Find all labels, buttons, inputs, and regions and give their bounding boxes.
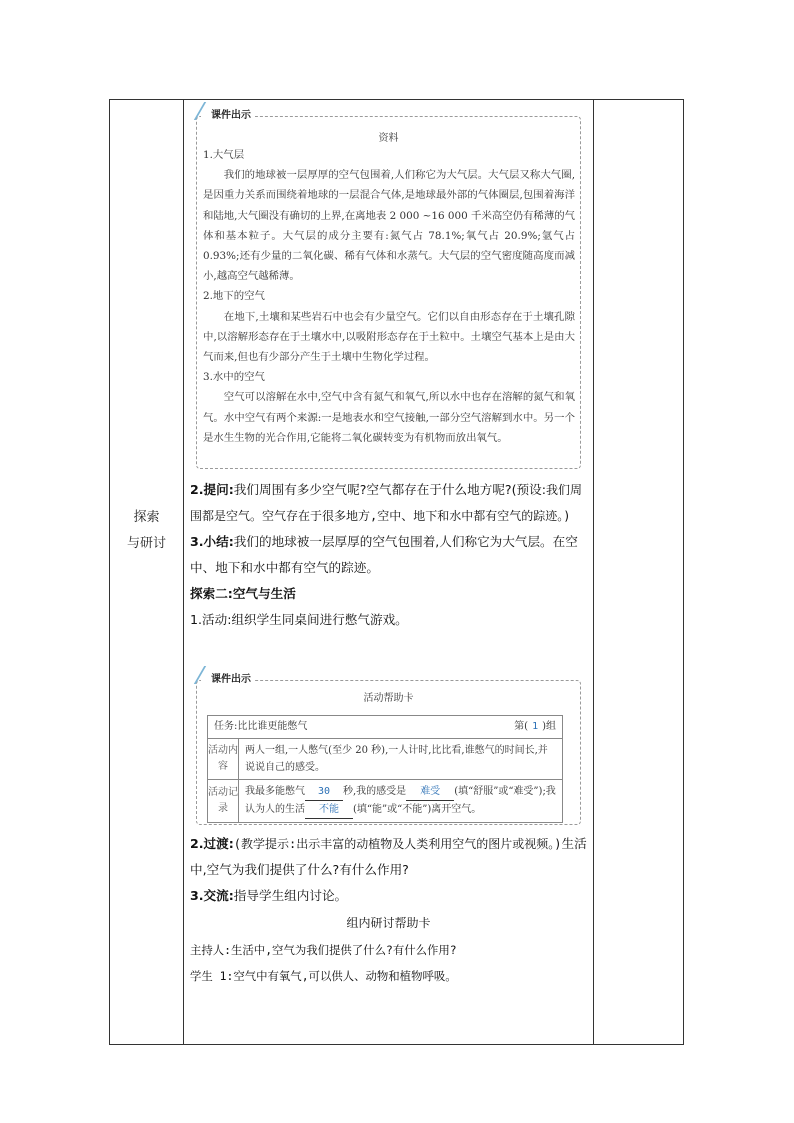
content-text: 两人一组,一人憋气(至少 20 秒),一人计时,比比看,谁憋气的时间长,并说说自己的感受。	[245, 745, 548, 773]
transition-step: 2.过渡:(教学提示:出示丰富的动植物及人类利用空气的图片或视频。)生活中,空气为我们提供了什么?有什么作用?	[190, 836, 587, 877]
activity-step: 1.活动:组织学生同桌间进行憋气游戏。	[190, 612, 408, 627]
section-heading: 1.大气层	[203, 149, 245, 161]
student-line: 学生 1:空气中有氧气,可以供人、动物和植物呼吸。	[190, 969, 457, 983]
resource-body	[203, 145, 575, 448]
record-text: 我最多能憋气 30 秒,我的感受是 难受 (填“舒服”或“难受”);我认为人的生活 不能 (填“能”或“不能”)离开空气。	[239, 780, 562, 822]
record-head: 活动记录	[208, 780, 239, 822]
help-card-title: 组内研讨帮助卡	[346, 916, 431, 930]
stage-label-line2: 与研讨	[126, 536, 166, 551]
activity-card-title: 活动帮助卡	[363, 693, 414, 704]
ask-step: 2.提问:我们周围有多少空气呢?空气都存在于什么地方呢?(预设:我们周围都是空气。空气存在于很多地方,空中、地下和水中都有空气的踪迹。)	[190, 482, 582, 523]
task-label: 任务:比比谁更能憋气	[214, 721, 308, 732]
column-divider	[593, 100, 594, 1044]
can-answer: 不能	[305, 801, 353, 819]
seconds-answer: 30	[305, 783, 343, 801]
feeling-answer: 难受	[406, 783, 454, 801]
steps-block-2	[190, 831, 590, 909]
task-row	[208, 716, 562, 738]
section-heading: 2.地下的空气	[203, 290, 265, 303]
resource-box-tag: 课件出示	[201, 108, 255, 124]
summary-step: 3.小结:我们的地球被一层厚厚的空气包围着,人们称它为大气层。在空中、地下和水中都有空气的踪迹。	[190, 534, 578, 575]
explore-two-heading: 探索二:空气与生活	[190, 586, 296, 601]
stage-label	[110, 505, 183, 557]
section-body: 在地下,土壤和某些岩石中也会有少量空气。它们以自由形态存在于土壤孔隙中,以溶解形态存在于土壤水中,以吸附形态存在于土粒中。土壤空气基本上是由大气而来,但也有少部分产生于土壤中生物化学过程。	[203, 310, 575, 364]
help-card-dialog	[190, 937, 457, 989]
resource-box	[196, 110, 581, 469]
section-body: 我们的地球被一层厚厚的空气包围着,人们称它为大气层。大气层又称大气圈,是因重力关系而围绕着地球的一层混合气体,是地球最外部的气体圈层,包围着海洋和陆地,大气圈没有确切的上界,在离地表 2 000 ~16 000 千米高空仍有稀薄的气体和基本粒子。大气层的成分主要有:氮气占 78.1%;氧气占 20.9%;氩气占 0.93%;还有少量的二氧化碳、稀有气体和水蒸气。大气层的空气密度随高度而减小,越高空气越稀薄。	[203, 169, 575, 283]
section-body: 空气可以溶解在水中,空气中含有氮气和氧气,所以水中也存在溶解的氮气和氧气。水中空气有两个来源:一是地表水和空气接触,一部分空气溶解到水中。另一个是水生生物的光合作用,它能将二氧化碳转变为有机物而放出氧气。	[203, 391, 575, 444]
stage-label-line1: 探索	[133, 510, 160, 525]
activity-card-grid	[207, 715, 563, 823]
host-line: 主持人:生活中,空气为我们提供了什么?有什么作用?	[190, 943, 457, 957]
discuss-step: 3.交流:指导学生组内讨论。	[190, 888, 348, 903]
section-heading: 3.水中的空气	[203, 371, 265, 384]
activity-card-tag: 课件出示	[201, 672, 255, 688]
steps-block-1	[190, 477, 590, 633]
content-head: 活动内容	[208, 739, 239, 779]
activity-card	[196, 674, 581, 825]
record-row	[208, 779, 562, 822]
group-number: 第( 1 )组	[514, 721, 556, 732]
lesson-plan-table	[109, 99, 684, 1045]
resource-title: 资料	[378, 133, 399, 144]
content-row	[208, 738, 562, 779]
teaching-content	[184, 100, 593, 1044]
